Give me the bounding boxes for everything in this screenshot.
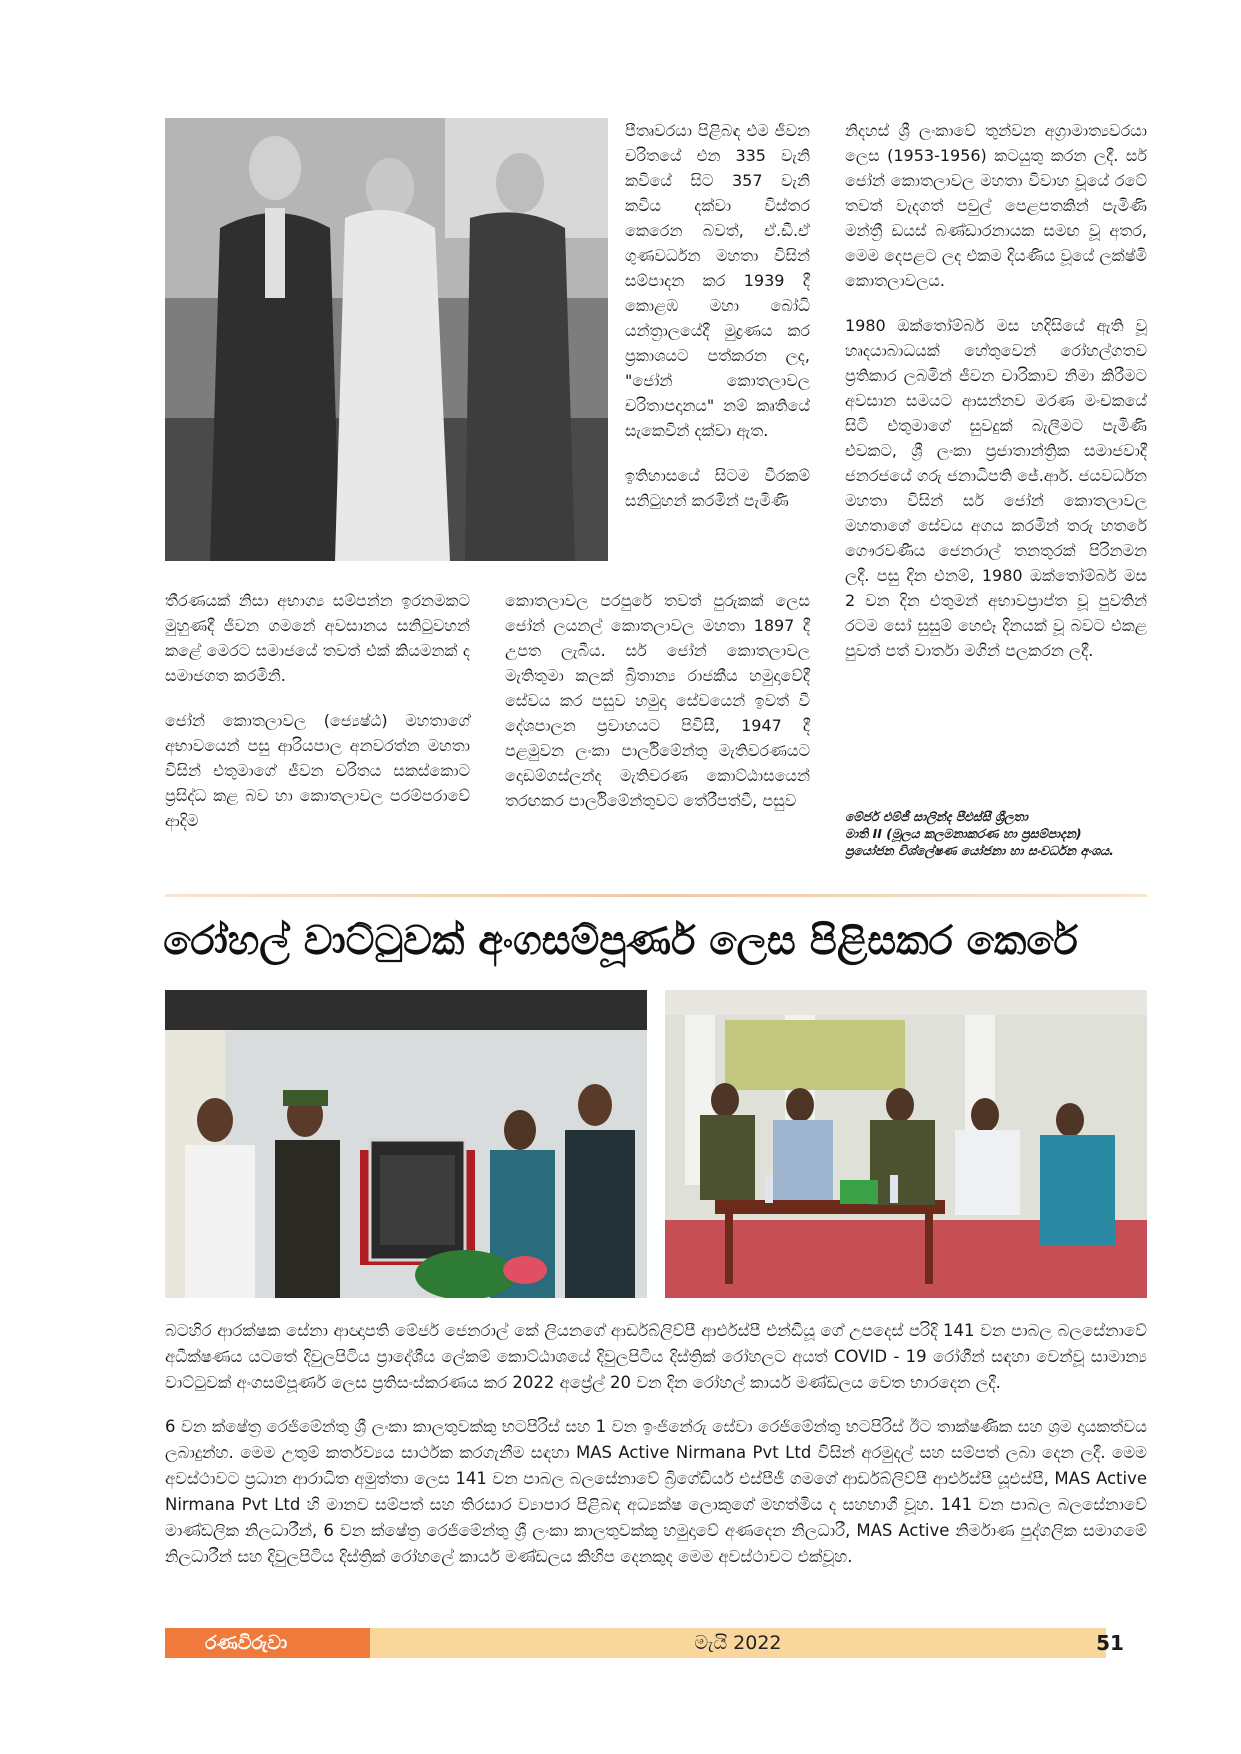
plaque-scene — [165, 990, 647, 1298]
article-paragraph-1: බටහිර ආරක්ෂක සේනා ආඥාපති මේජර් ජෙනරාල් කේ ලියනගේ ආර්ඩබ්ලිව්පී ආර්එස්පී එන්ඩීයූ ගේ උපදෙස් පරිදි 141 වන පාබල බලසේනාවේ අධීක්ෂණය යටතේ දිවුලපිටිය ප්‍රාදේශීය ලේකම් කොට්ඨාශයේ දිවුලපිටිය දිස්ත්‍රික් රෝහලට අයත් COVID - 19 රෝගීන් සඳහා වෙන්වූ සාමාන්‍ය වාට්ටුවක් අංගසම්පූර්ණ ලෙස ප්‍රතිසංස්කරණය කර 2022 අප්‍රේල් 20 වන දින රෝහල් කාර්ය මණ්ඩලය වෙත භාරදෙන ලදී. — [165, 1321, 1147, 1392]
col-mid-paragraph-3: කොතලාවල පරපුරේ තවත් පුරුකක් ලෙස ජෝන් ලයනල් කොතලාවල මහතා 1897 දී උපත ලැබීය. සර් ජෝන් කොතලාවල මැතිතුමා කලක් බ්‍රිතාන්‍ය රාජකීය හමුදාවේදී සේවය කර පසුව හමුදා සේවයෙන් ඉවත් වී දේශපාලන ප්‍රවාහයට පිවිසී, 1947 දී පළමුවන ලංකා පාර්ලිමේන්තු මැතිවරණයට දොඩම්ගස්ලන්ද මැතිවරණ කොට්ඨාසයෙන් තරඟකර පාර්ලිමේන්තුවට තේරීපත්වී, පසුව — [505, 591, 810, 810]
col-left-paragraph-1: තීරණයක් නිසා අභාග්‍ය සම්පන්න ඉරනමකට මුහුණදී ජීවන ගමනේ අවසානය සනිටුවහන් කළේ මෙරට සමාජයේ තවත් එක් කියමනක් ද සමාජගත කරමිනි. — [165, 591, 470, 685]
col-mid-paragraph-1: පීතෘවරයා පිළිබඳ එම ජීවන චරිතයේ එන 335 වැනි කවියේ සිට 357 වැනි කවිය දක්වා විස්තර කෙරෙන බවත්, ඒ.ඩී.ඒ ගුණවර්ධන මහතා විසින් සම්පාදන කර 1939 දී කොළඹ මහා බෝධි යන්ත්‍රාලයේදී මුද්‍රණය කර ප්‍රකාශයට පත්කරන ලද, "ජෝන් කොතලාවල චරිතාපදානය" නම් කෘතියේ සැකෙවින් දක්වා ඇත. — [625, 121, 810, 440]
photo-plaque-unveiling — [165, 990, 647, 1298]
col-right — [845, 118, 1147, 683]
historic-photo — [165, 118, 608, 561]
article-headline: රෝහල් වාට්ටුවක් අංගසම්පූර්ණ ලෙස පිළිසකර කෙරේ — [163, 918, 1078, 964]
footer-issue-date: මැයි 2022 — [370, 1628, 1106, 1658]
footer-magazine-name: රණවිරුවා — [165, 1628, 370, 1658]
guests-scene — [665, 990, 1147, 1298]
col-left-bottom — [165, 588, 470, 853]
credit-line-2: මාති II (මූලය කලමනාකරණ හා ප්‍රසම්පාදන) — [845, 826, 1082, 841]
col-mid-bottom — [505, 588, 810, 833]
article-body — [165, 1318, 1147, 1588]
col-right-paragraph-2: 1980 ඔක්තෝම්බර් මස හදිසියේ ඇති වූ හෘදයාබාධයක් හේතුවෙන් රෝහල්ගතව ප්‍රතිකාර ලබමින් ජීවන චාරිකාව නිමා කිරීමට අවසාන සමයට ආසන්නව මරණ මංචකයේ සිටි එතුමාගේ සුවදුක් බැලීමට පැමිණි එවකට, ශ්‍රී ලංකා ප්‍රජාතාන්ත්‍රික සමාජවාදී ජනරජයේ ගරු ජනාධිපති ජේ.ආර්. ජයවර්ධන මහතා විසින් සර් ජෝන් කොතලාවල මහතාගේ සේවය අගය කරමින් තරු හතරේ ගෞරවණීය ජෙනරාල් තනතුරක් පිරිනමන ලදී. පසු දින එනම්, 1980 ඔක්තෝම්බර් මස 2 වන දින එතුමන් අභාවප්‍රාප්ත වූ පුවතින් රටම සෝ සුසුම් හෙළූ දිනයක් වූ බවට එකළ පුවත් පත් වාර්තා මගින් පලකරන ලදී. — [845, 316, 1147, 660]
col-mid-top — [625, 118, 810, 533]
article-paragraph-2: 6 වන ක්ෂේත්‍ර රෙජිමේන්තු ශ්‍රී ලංකා කාලතුවක්කු භටපිරිස් සහ 1 වන ඉංජිනේරු සේවා රෙජිමේන්තු භටපිරිස් ඊට තාක්ෂණික සහ ශ්‍රම දායකත්වය ලබාදුන්හ. මෙම උතුම් කර්තව්‍යය සාර්ථක කරගැනීම සඳහා MAS Active Nirmana Pvt Ltd විසින් අරමුදල් සහ සම්පත් ලබා දෙන ලදී. මෙම අවස්ථාවට ප්‍රධාන ආරාධිත අමුත්තා ලෙස 141 වන පාබල බලසේනාවේ බ්‍රිගේඩියර් එස්පීජී ගමගේ ආර්ඩබ්ලිව්පී ආර්එස්පී යූඑස්පී, MAS Active Nirmana Pvt Ltd හි මානව සම්පත් සහ තිරසාර ව්‍යාපාර පිළිබඳ අධ්‍යක්ෂ ලොකුගේ මහත්මිය ද සහභාගී වූහ. 141 වන පාබල බලසේනාවේ මාණ්ඩලික නිලධාරීන්, 6 වන ක්ෂේත්‍ර රෙජිමේන්තු ශ්‍රී ලංකා කාලතුවක්කු හමුදාවේ අණදෙන නිලධාරී, MAS Active නිර්මාණ පුද්ගලික සමාගමේ නිලධාරීන් සහ දිවුලපිටිය දිස්ත්‍රික් රෝහලේ කාර්ය මණ්ඩලය කිහිප දෙනකුද මෙම අවස්ථාවට එක්වූහ. — [165, 1417, 1147, 1566]
col-left-paragraph-2: ජෝන් කොතලාවල (ජ්‍යෙෂ්ඨ) මහතාගේ අභාවයෙන් පසු ආරියපාල අනවරත්න මහතා විසින් එතුමාගේ ජීවන චරිතය සකස්කොට ප්‍රසිද්ධ කළ බව හා කොතලාවල පරම්පරාවේ ආදිම — [165, 711, 470, 830]
credit-line-1: මේජර් එම්ජී සාලින්ද පීඑස්සී ශ්‍රීලතා — [845, 809, 1028, 824]
section-divider — [165, 894, 1147, 897]
credit-line-3: ප්‍රයෝජන විශ්ලේෂණ යෝජනා හා සංවර්ධන අංශය. — [845, 843, 1114, 858]
col-mid-paragraph-2: ඉතිහාසයේ සිටම වීරකම් සනිටුහන් කරමින් පැමිණි — [625, 466, 810, 510]
author-credit — [845, 808, 1155, 859]
photo-seated-guests — [665, 990, 1147, 1298]
historic-photo-figures — [165, 118, 608, 561]
col-right-paragraph-1: නිදහස් ශ්‍රී ලංකාවේ තුන්වන අග්‍රාමාත්‍යවරයා ලෙස (1953-1956) කටයුතු කරන ලදී. සර් ජෝන් කොතලාවල මහතා විවාහ වූයේ රටේ තවත් වැදගත් පවුල් පෙළපතකින් පැමිණි මන්ත්‍රී ඩයස් බණ්ඩාරනායක සමඟ වූ අතර, මෙම දෙපළට ලද එකම දියණිය වූයේ ලක්ෂ්මි කොතලාවලය. — [845, 121, 1147, 290]
footer-page-number: 51 — [1096, 1631, 1124, 1655]
